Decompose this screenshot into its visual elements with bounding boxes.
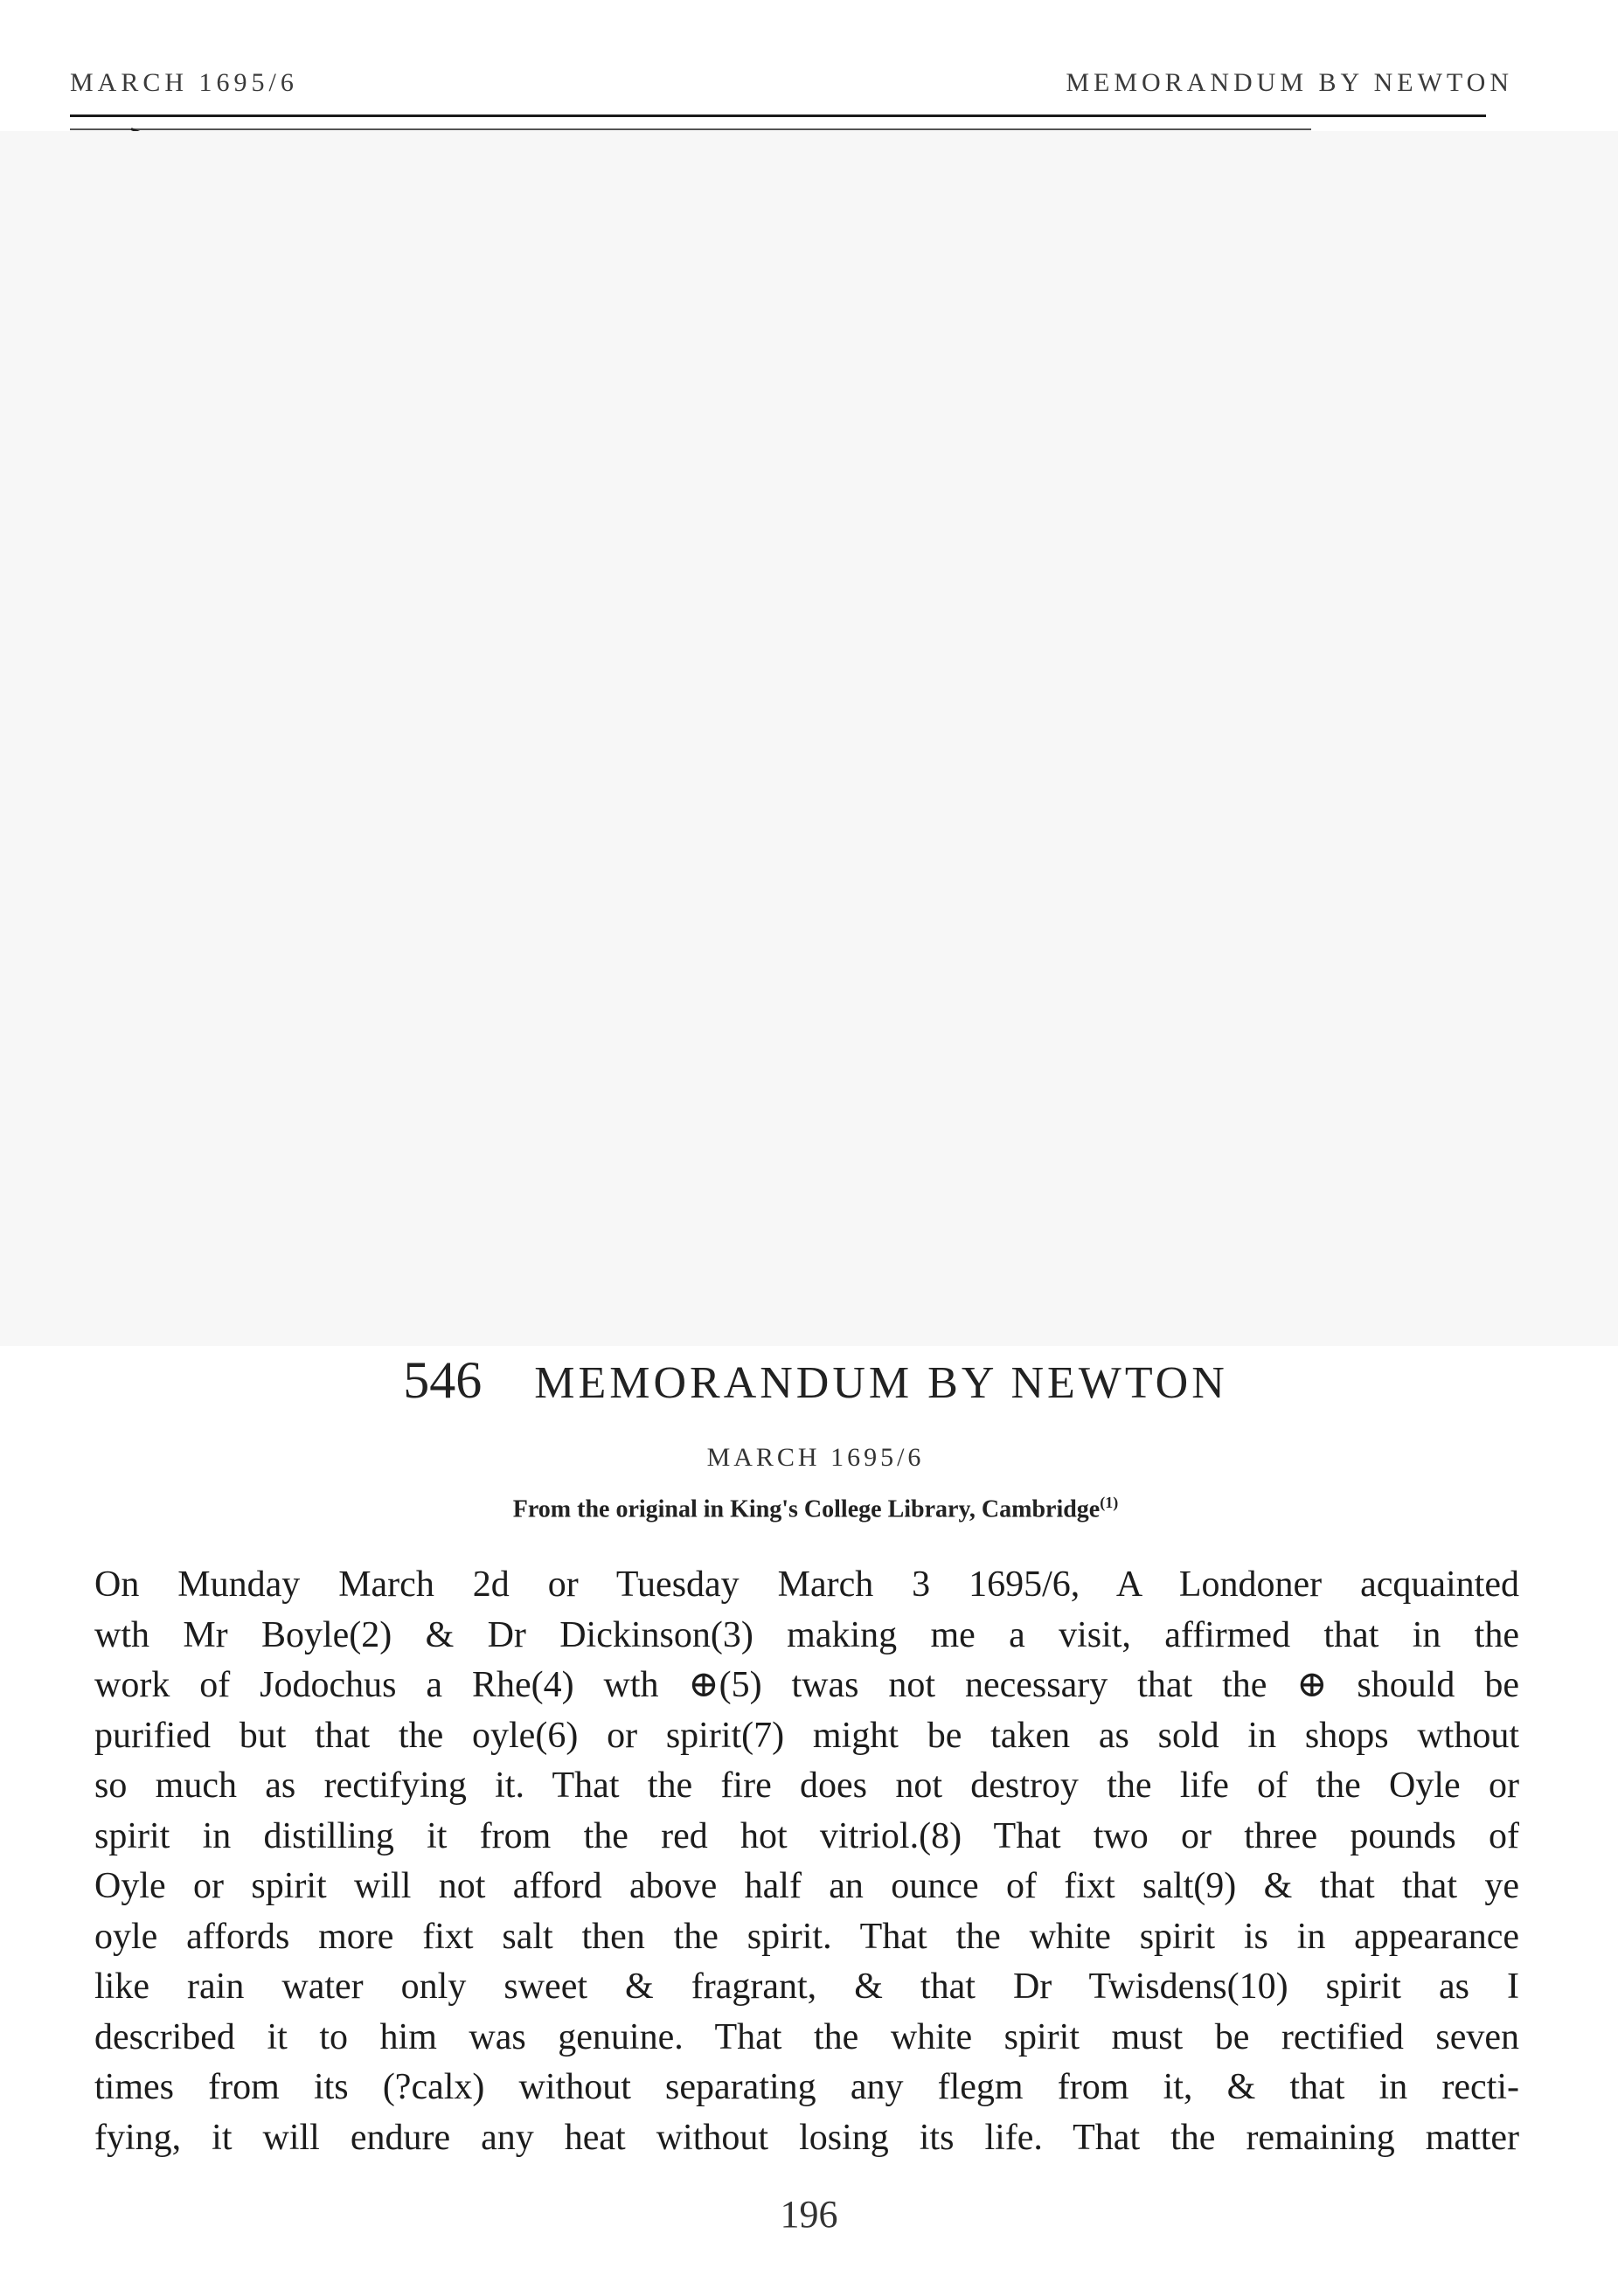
body-line: times from its (?calx) without separating any flegm from it, & that in recti- — [94, 2067, 1519, 2107]
header-rule — [70, 114, 1486, 117]
body-line: fying, it will endure any heat without losing its life. That the remaining matter — [94, 2117, 1519, 2158]
running-head — [70, 68, 1513, 98]
body-line: On Munday March 2d or Tuesday March 3 1695/6, A Londoner acquainted — [94, 1564, 1519, 1605]
memo-number: 546 — [403, 1351, 483, 1409]
running-head-date: MARCH 1695/6 — [70, 68, 298, 97]
body-line: Oyle or spirit will not afford above half an ounce of fixt salt(9) & that that ye — [94, 1866, 1519, 1906]
header-rule-thin — [70, 128, 1311, 130]
body-line: spirit in distilling it from the red hot vitriol.(8) That two or three pounds of — [94, 1815, 1519, 1856]
memo-title: MEMORANDUM BY NEWTON — [534, 1358, 1228, 1408]
memo-body — [94, 1560, 1519, 2163]
memo-date: MARCH 1695/6 — [706, 1443, 925, 1472]
body-line: so much as rectifying it. That the fire does not destroy the life of the Oyle or — [94, 1765, 1519, 1806]
body-line: wth Mr Boyle(2) & Dr Dickinson(3) making me a visit, affirmed that in the — [94, 1614, 1519, 1655]
body-line: like rain water only sweet & fragrant, & that Dr Twisdens(10) spirit as I — [94, 1967, 1519, 2007]
memo-source-text: From the original in King's College Library, Cambridge — [512, 1495, 1101, 1523]
body-line: work of Jodochus a Rhe(4) wth ⊕(5) twas not necessary that the ⊕ should be — [94, 1665, 1519, 1705]
body-line: described it to him was genuine. That the white spirit must be rectified seven — [94, 2016, 1519, 2057]
memo-heading — [94, 1350, 1537, 1411]
running-head-title: MEMORANDUM BY NEWTON — [1066, 68, 1513, 97]
page-number: 196 — [780, 2193, 838, 2236]
body-line: oyle affords more fixt salt then the spirit. That the white spirit is in appearance — [94, 1916, 1519, 1957]
footnote-ref: (1) — [1100, 1494, 1119, 1511]
body-line: purified but that the oyle(6) or spirit(7) might be taken as sold in shops wthout — [94, 1715, 1519, 1756]
blank-area — [0, 131, 1618, 1346]
memo-source — [94, 1494, 1537, 1523]
